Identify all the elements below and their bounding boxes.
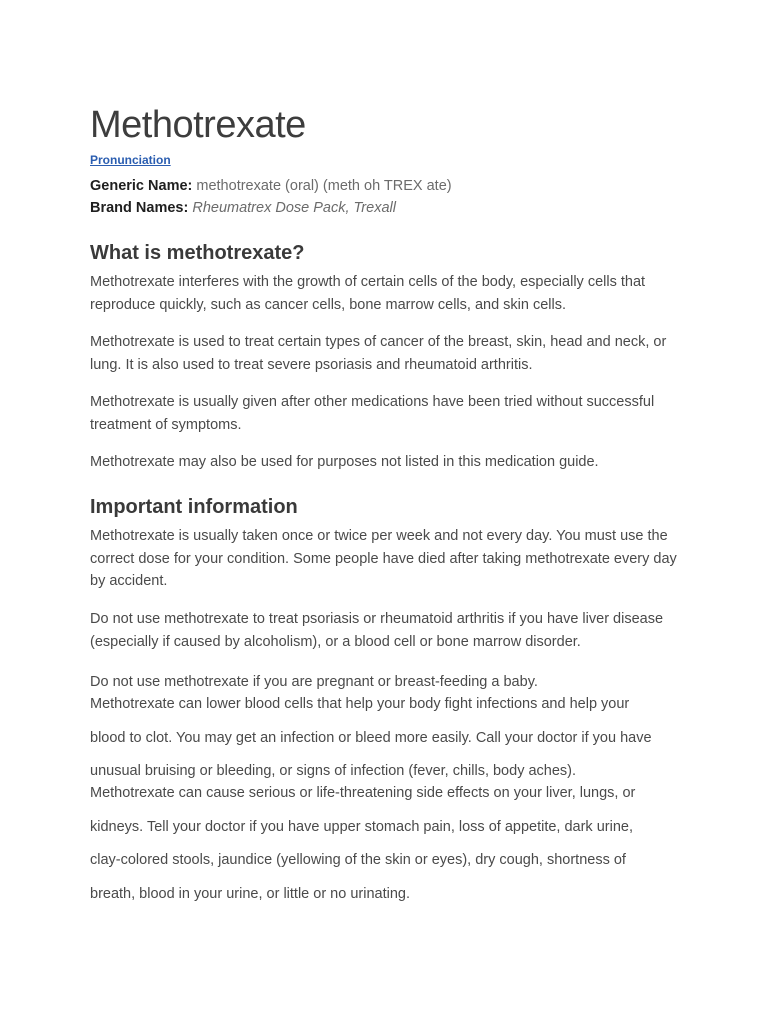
paragraph: Methotrexate is usually given after other medications have been tried without successful treatment of symptoms.	[90, 394, 655, 433]
section-heading-important-information: Important information	[90, 496, 298, 518]
text-line: Methotrexate can cause serious or life-threatening side effects on your liver, lungs, or	[90, 785, 636, 801]
paragraph: Methotrexate is usually taken once or twice per week and not every day. You must use the correct dose for your condition. Some people have died after taking methotrexate every day by accident.	[90, 528, 677, 589]
text-line: Methotrexate can lower blood cells that help your body fight infections and help your	[90, 696, 630, 712]
text-line: kidneys. Tell your doctor if you have upper stomach pain, loss of appetite, dark urine,	[90, 819, 633, 835]
text-line: breath, blood in your urine, or little or no urinating.	[90, 886, 410, 902]
pronunciation-link[interactable]: Pronunciation	[90, 153, 171, 167]
paragraph: Methotrexate interferes with the growth of certain cells of the body, especially cells that reproduce quickly, such as cancer cells, bone marrow cells, and skin cells.	[90, 274, 646, 313]
text-line: blood to clot. You may get an infection or bleed more easily. Call your doctor if you have	[90, 730, 652, 746]
text-line: clay-colored stools, jaundice (yellowing of the skin or eyes), dry cough, shortness of	[90, 852, 626, 868]
section-heading-what-is: What is methotrexate?	[90, 242, 305, 264]
brand-names-value: Rheumatrex Dose Pack, Trexall	[192, 200, 396, 216]
brand-names-row	[90, 198, 396, 218]
generic-name-value: methotrexate (oral) (meth oh TREX ate)	[196, 178, 452, 194]
paragraph: Methotrexate is used to treat certain types of cancer of the breast, skin, head and neck, or lung. It is also used to treat severe psoriasis and rheumatoid arthritis.	[90, 334, 667, 373]
text-line: Do not use methotrexate if you are pregnant or breast-feeding a baby.	[90, 674, 538, 690]
text-line: unusual bruising or bleeding, or signs of infection (fever, chills, body aches).	[90, 763, 577, 779]
generic-name-row	[90, 176, 452, 196]
generic-name-label: Generic Name:	[90, 178, 193, 194]
paragraph: Methotrexate may also be used for purposes not listed in this medication guide.	[90, 454, 599, 470]
brand-names-label: Brand Names:	[90, 200, 189, 216]
paragraph: Do not use methotrexate to treat psoriasis or rheumatoid arthritis if you have liver disease (especially if caused by alcoholism), or a blood cell or bone marrow disorder.	[90, 611, 664, 650]
page-title: Methotrexate	[90, 104, 306, 146]
